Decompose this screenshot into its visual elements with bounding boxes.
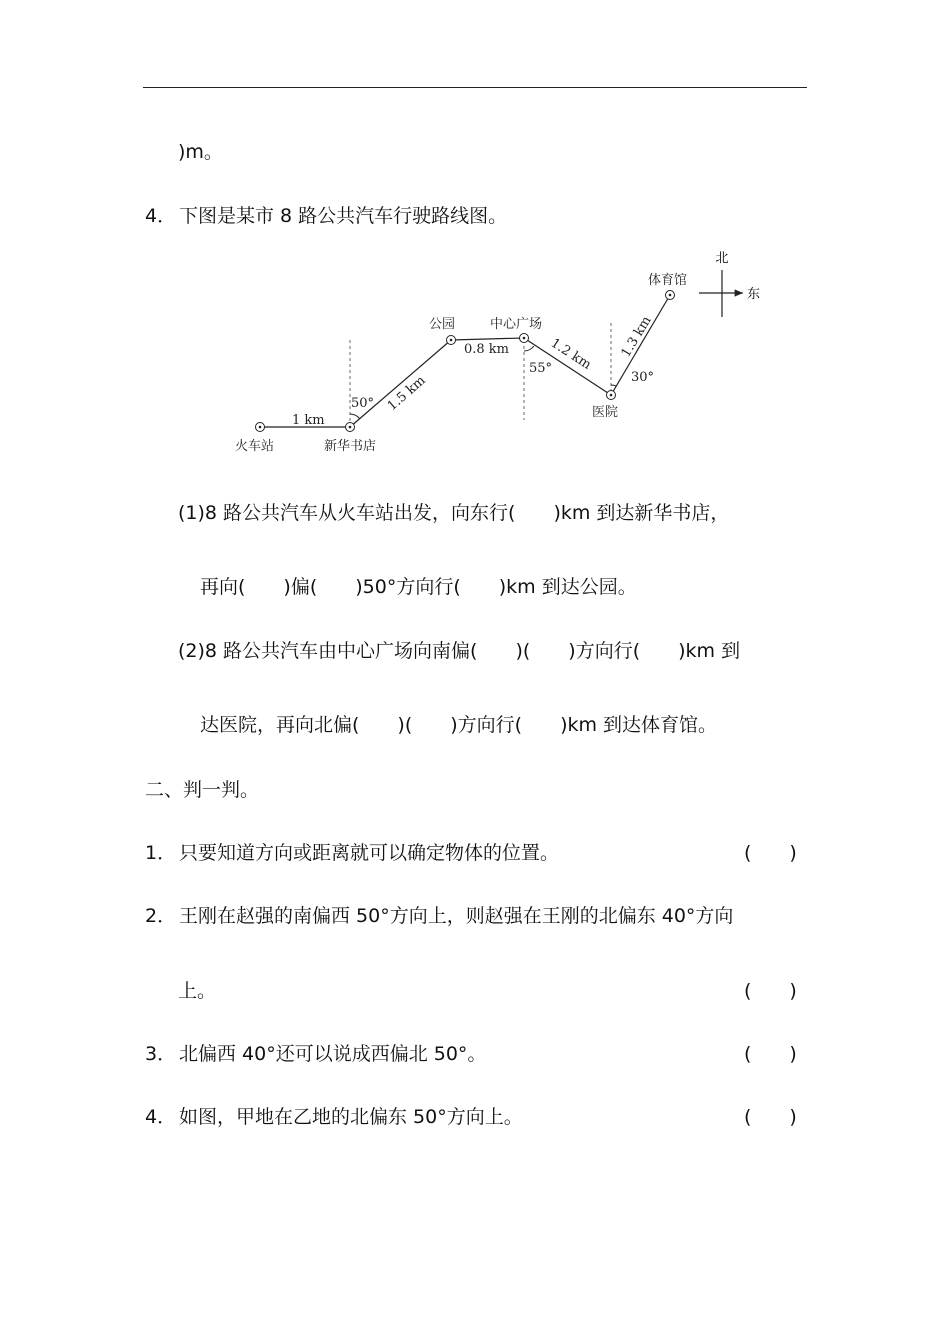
sub-question-2-line-1: (2)8 路公共汽车由中心广场向南偏( )( )方向行( )km 到 (178, 640, 741, 662)
distance-label: 1.3 km (618, 313, 655, 361)
angle-arc (611, 385, 616, 386)
north-label: 北 (715, 251, 729, 266)
item-text: 只要知道方向或距离就可以确定物体的位置。 (179, 842, 560, 864)
route-segment (350, 340, 451, 427)
distance-label: 1 km (292, 413, 325, 428)
judgment-item (145, 1105, 523, 1129)
question-number: 4． (145, 205, 177, 227)
route-segment (451, 338, 524, 340)
place-hospital: 医院 (592, 405, 619, 420)
item-number: 1． (145, 842, 177, 864)
answer-parentheses[interactable]: ( ) (744, 1043, 797, 1065)
continuation-text: )m。 (178, 141, 223, 163)
item-text: 如图，甲地在乙地的北偏东 50°方向上。 (179, 1106, 523, 1128)
distance-label: 1.2 km (547, 335, 594, 373)
angle-label: 50° (351, 396, 375, 411)
angle-arc (350, 414, 360, 419)
item-number: 2． (145, 905, 177, 927)
place-station: 火车站 (235, 439, 275, 454)
judgment-item (145, 904, 733, 928)
angle-arc (524, 346, 534, 351)
section-title: 二、判一判。 (145, 779, 260, 801)
answer-parentheses[interactable]: ( ) (744, 980, 797, 1002)
item-text: 王刚在赵强的南偏西 50°方向上，则赵强在王刚的北偏东 40°方向 (179, 905, 734, 927)
header-rule (143, 87, 807, 88)
item-text-continuation: 上。 (178, 980, 217, 1002)
sub-question-2-line-2: 达医院，再向北偏( )( )方向行( )km 到达体育馆。 (200, 714, 718, 736)
place-square: 中心广场 (490, 317, 543, 332)
item-number: 4． (145, 1106, 177, 1128)
distance-label: 0.8 km (464, 342, 510, 357)
item-text: 北偏西 40°还可以说成西偏北 50°。 (179, 1043, 487, 1065)
angle-label: 55° (529, 361, 553, 376)
sub-question-1-line-2: 再向( )偏( )50°方向行( )km 到达公园。 (200, 576, 637, 598)
item-number: 3． (145, 1043, 177, 1065)
question-4 (145, 204, 507, 228)
compass (699, 251, 760, 317)
place-park: 公园 (429, 317, 456, 332)
answer-parentheses[interactable]: ( ) (744, 1106, 797, 1128)
angle-label: 30° (631, 370, 655, 385)
east-label: 东 (747, 287, 761, 302)
judgment-item (145, 1042, 486, 1066)
distance-label: 1.5 km (384, 373, 429, 415)
place-bookstore: 新华书店 (324, 439, 377, 454)
answer-parentheses[interactable]: ( ) (744, 842, 797, 864)
question-text: 下图是某市 8 路公共汽车行驶路线图。 (179, 205, 508, 227)
judgment-item (145, 841, 559, 865)
place-stadium: 体育馆 (648, 273, 688, 288)
bus-route-map (225, 245, 770, 460)
sub-question-1-line-1: (1)8 路公共汽车从火车站出发，向东行( )km 到达新华书店， (178, 502, 730, 524)
